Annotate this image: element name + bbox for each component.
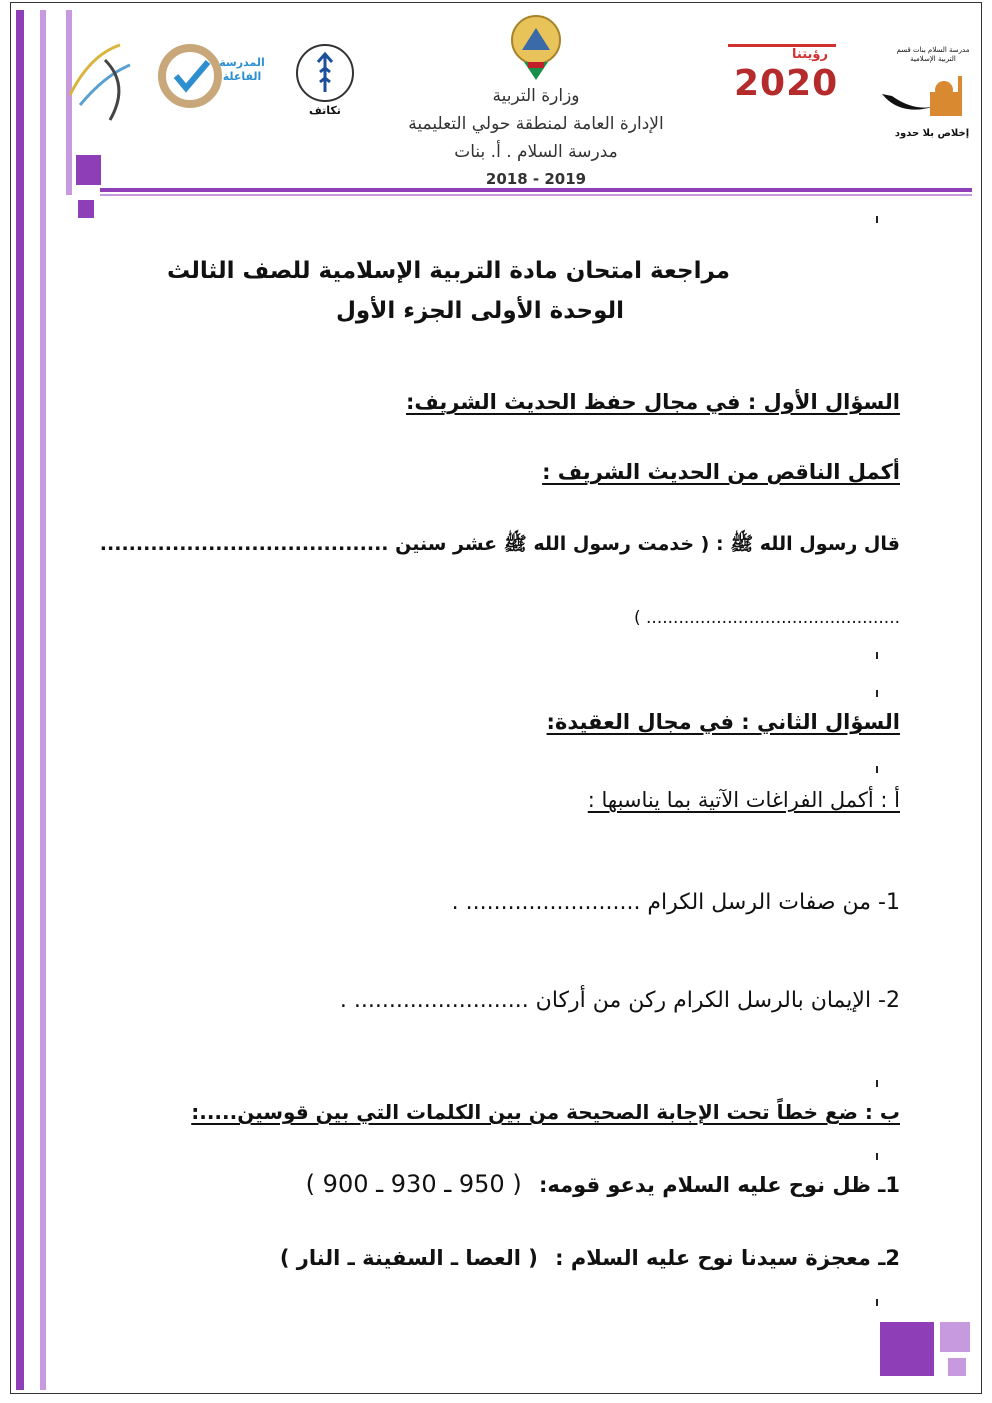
header-divider-light xyxy=(100,194,972,196)
swoosh-logo xyxy=(60,35,140,125)
bottom-purple-small-square-2 xyxy=(948,1358,966,1376)
q2-b1 xyxy=(306,1170,900,1198)
stray-mark xyxy=(876,1153,878,1160)
vision-2020-logo xyxy=(728,44,839,121)
page-subtitle: الوحدة الأولى الجزء الأول xyxy=(335,298,625,324)
q2-heading: السؤال الثاني : في مجال العقيدة: xyxy=(546,710,900,734)
stray-mark xyxy=(876,690,878,697)
q2-part-b: ب : ضع خطاً تحت الإجابة الصحيحة من بين الكلمات التي بين قوسين.....: xyxy=(191,1100,900,1124)
q1-hadith-line: قال رسول الله ﷺ : ( خدمت رسول الله ﷺ عشر سنين ........................................ xyxy=(99,533,900,555)
effective-school-logo-text: المدرسة الفاعلة xyxy=(219,56,265,83)
stray-mark xyxy=(876,216,878,223)
header-year: 2018 - 2019 xyxy=(485,170,587,188)
stray-mark xyxy=(876,1080,878,1087)
q2-item-1: 1- من صفات الرسل الكرام ......................... . xyxy=(451,890,900,915)
stray-mark xyxy=(876,1299,878,1306)
page-title: مراجعة امتحان مادة التربية الإسلامية للصف الثالث xyxy=(166,258,730,284)
header-divider xyxy=(100,188,972,192)
takaful-logo xyxy=(294,42,356,126)
kuwait-emblem xyxy=(508,10,564,84)
q2-b2-label: 2ـ معجزة سيدنا نوح عليه السلام : xyxy=(555,1246,900,1270)
q2-part-a: أ : أكمل الفراغات الآتية بما يناسبها : xyxy=(587,788,900,812)
stray-mark xyxy=(876,652,878,659)
left-purple-small-square xyxy=(78,200,94,218)
header-directorate: الإدارة العامة لمنطقة حولي التعليمية xyxy=(408,114,664,134)
q2-b1-label: 1ـ ظل نوح عليه السلام يدعو قومه: xyxy=(539,1173,900,1197)
left-purple-bar xyxy=(16,10,24,1390)
effective-school-logo xyxy=(158,42,268,110)
vision-label: رؤيتنا xyxy=(792,47,828,62)
q1-instruction: أكمل الناقص من الحديث الشريف : xyxy=(542,460,900,484)
q2-b2-options: ( العصا ـ السفينة ـ النار ) xyxy=(279,1246,538,1270)
q2-b1-options: ( 950 ـ 930 ـ 900 ) xyxy=(305,1170,522,1198)
school-logo-caption: إخلاص بلا حدود xyxy=(894,128,970,139)
left-purple-bar-light xyxy=(40,10,46,1390)
q1-heading: السؤال الأول : في مجال حفظ الحديث الشريف: xyxy=(406,390,900,414)
q1-hadith-continuation: ............................................... ) xyxy=(633,608,900,628)
q2-b2 xyxy=(280,1246,900,1270)
takaful-text: تكاتف xyxy=(309,104,341,117)
bottom-purple-small-square-1 xyxy=(940,1322,970,1352)
left-purple-square xyxy=(76,155,101,185)
vision-year: 2020 xyxy=(734,63,839,104)
q2-item-2: 2- الإيمان بالرسل الكرام ركن من أركان ......................... . xyxy=(339,988,900,1013)
header-ministry: وزارة التربية xyxy=(492,86,580,106)
stray-mark xyxy=(876,766,878,773)
school-logo-top-text: مدرسة السلام بنات قسم التربية الإسلامية xyxy=(896,46,970,63)
header-school: مدرسة السلام . أ. بنات xyxy=(454,142,618,162)
bottom-purple-square xyxy=(880,1322,934,1376)
school-islamic-logo xyxy=(872,34,972,144)
